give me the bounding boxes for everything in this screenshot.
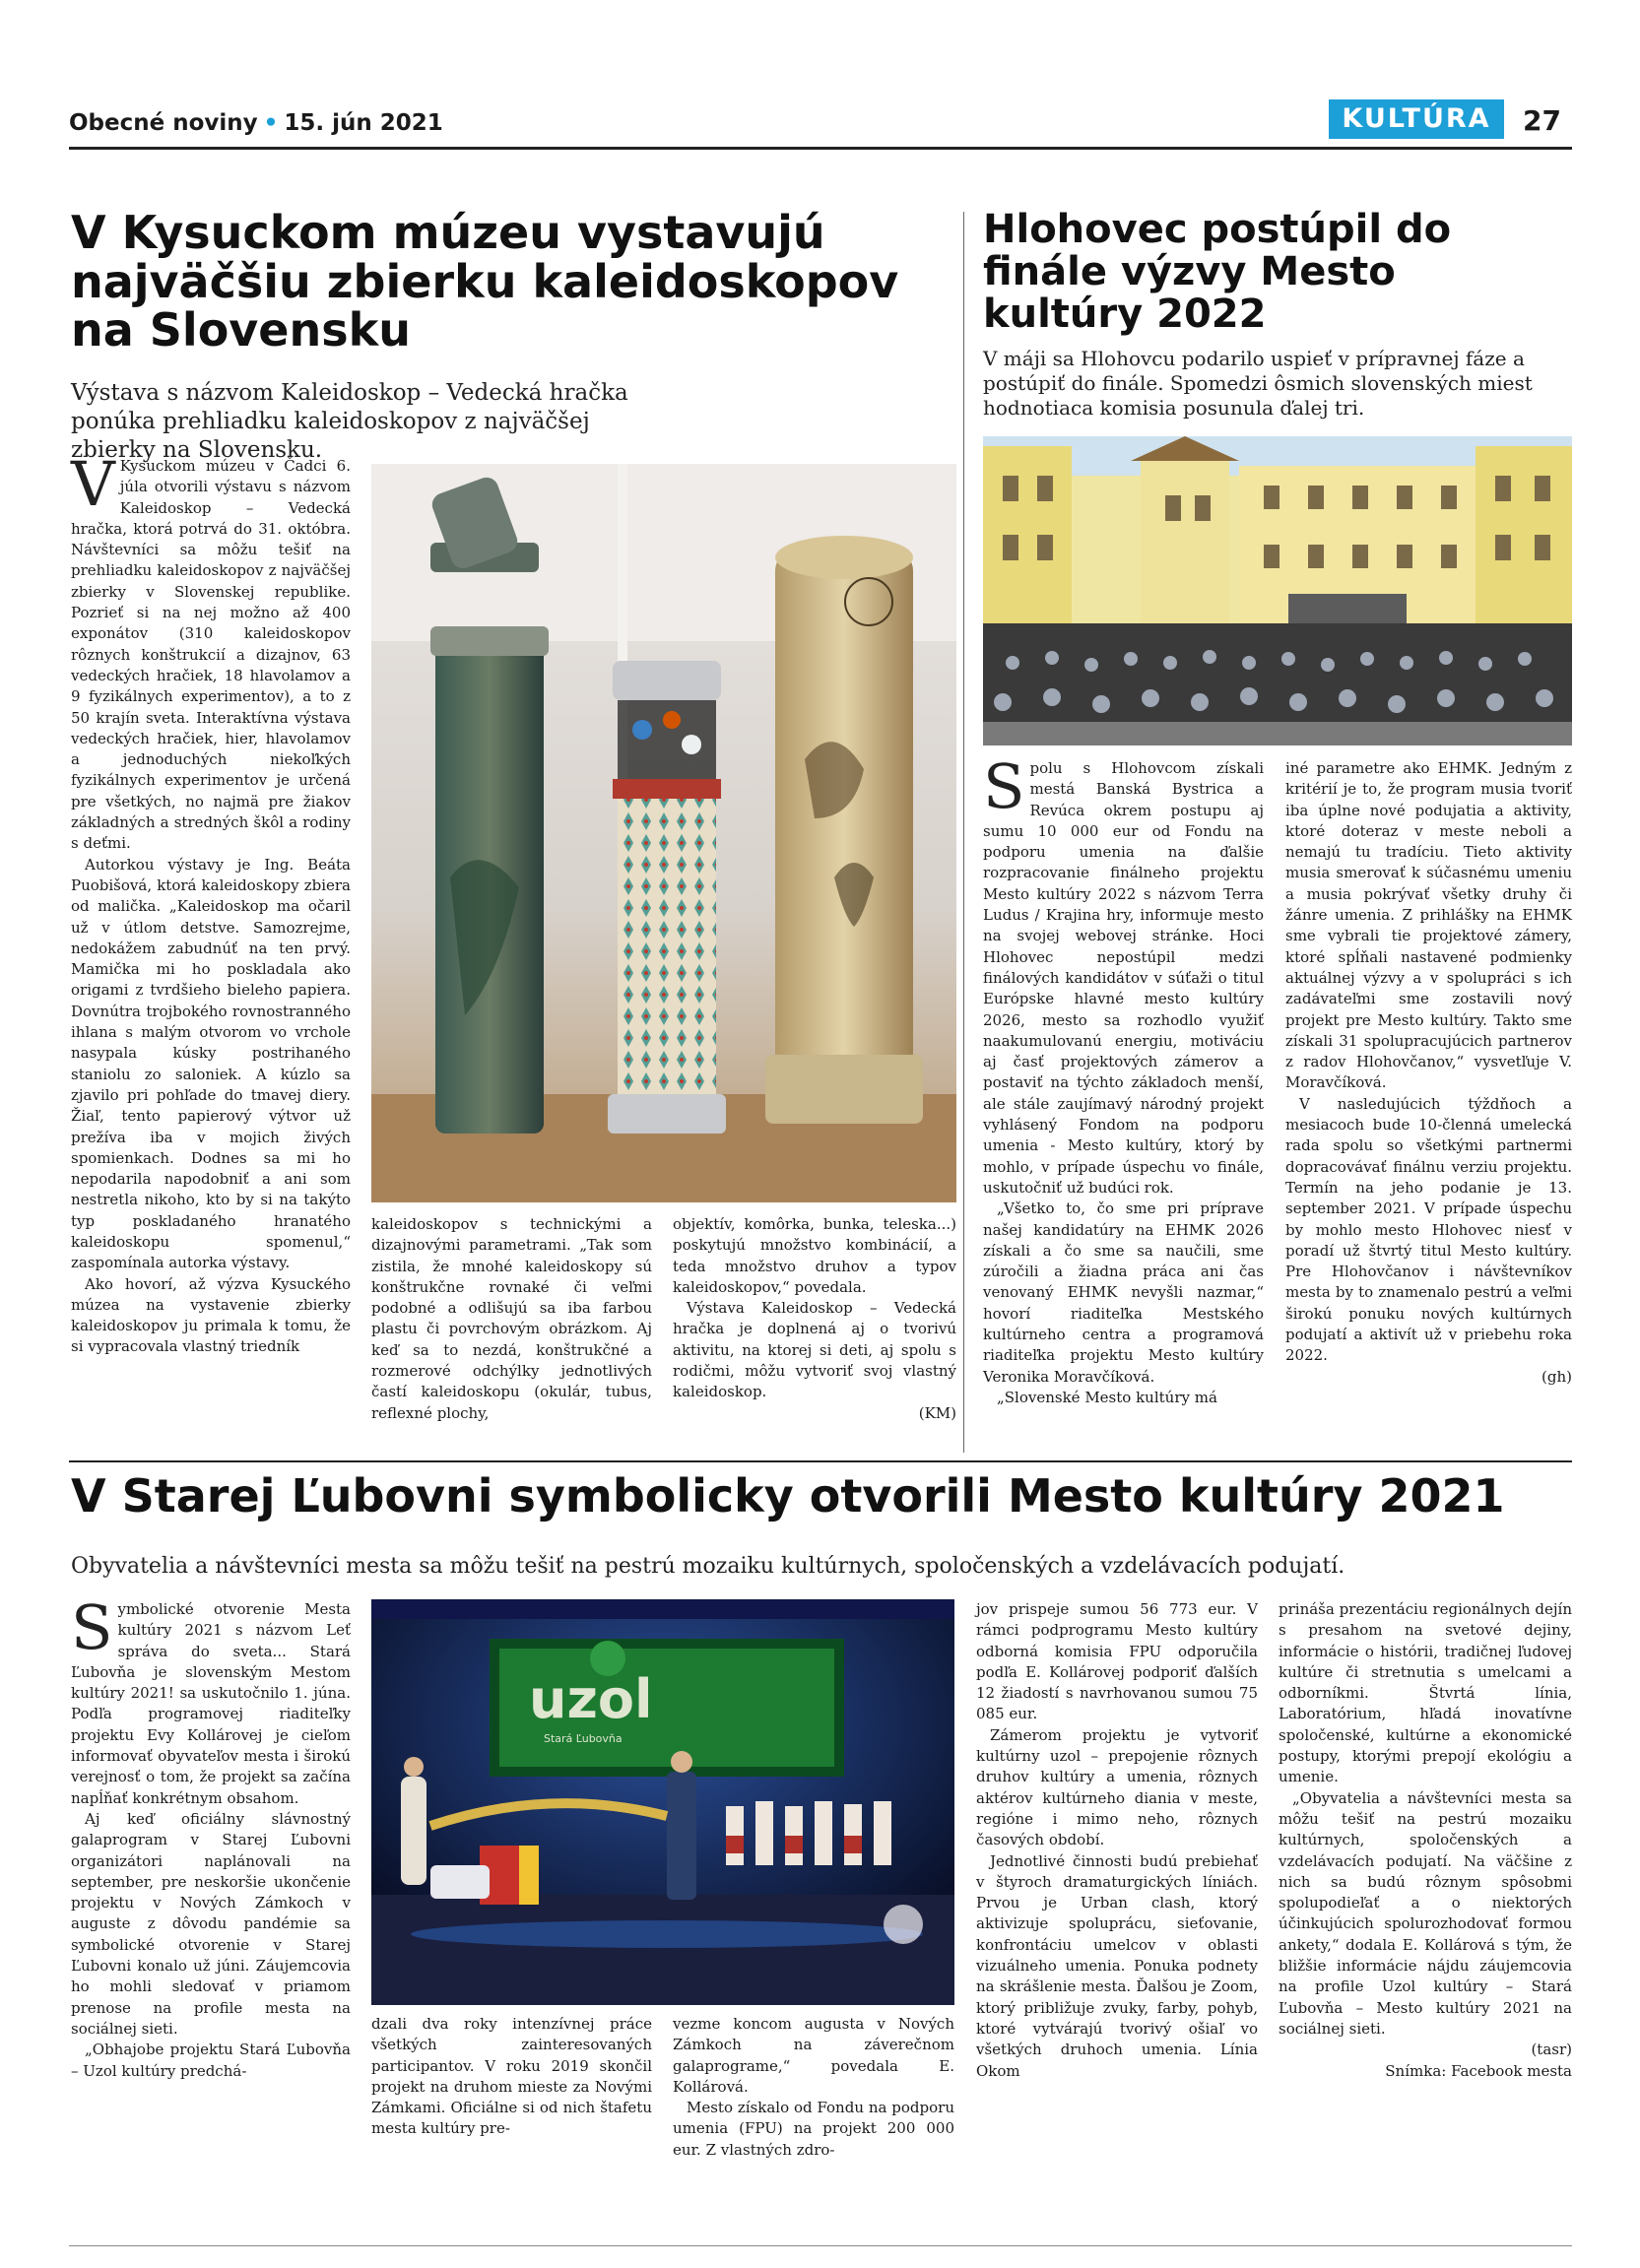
paragraph: prináša prezentáciu regionálnych dejín s presahom na svetové dejiny, informácie o histórii, tradičnej ľudovej kultúre či stretnutia s umelcami a odborníkmi. Štvrtá línia, Laboratórium, hľadá inovatívne spoločenské, kultúrne a ekonomické postupy, ktorými prepojí ekológiu a umenie. [1279,1600,1572,1786]
article1-lead: Výstava s názvom Kaleidoskop – Vedecká hračka ponúka prehliadku kaleidoskopov z najväčšej zbierky na Slovensku. [71,380,628,463]
article3-lead: Obyvatelia a návštevníci mesta sa môžu tešiť na pestrú mozaiku kultúrnych, spoločenských a vzdelávacích podujatí. [71,1554,1345,1579]
drop-cap: S [71,1591,113,1663]
kaleidoscopes-image [371,464,956,1202]
page-number: 27 [1523,104,1561,137]
paragraph: V nasledujúcich týždňoch a mesiacoch bude 10-členná umelecká rada spolu so všetkými partnermi dopracovávať finálnu verziu projektu. Termín na jeho podanie je 13. september 2021. V prípade úspechu by mohlo mesto Hlohovec niesť v poradí už štvrtý titul Mesto kultúry. Pre Hlohovčanov i návštevníkov mesta by to znamenalo pestrú a veľmi širokú ponuku nových kultúrnych podujatí a aktivít už v priebehu roka 2022. [1285,1094,1572,1365]
stage-logo-sub: Stará Ľubovňa [544,1732,623,1745]
article1-column-1 [71,448,351,1456]
paragraph: vezme koncom augusta v Nových Zámkoch na záverečnom galaprograme,“ povedala E. Kollárová. [673,2015,954,2096]
paragraph: „Všetko to, čo sme pri príprave našej kandidatúry na EHMK 2026 získali a čo sme sa naučili, sme zúročili a žiadna práca ani čas venovaný EHMK nevyšli nazmar,“ hovorí riaditeľka Mestského kultúrneho centra a programová riaditeľka projektu Mesto kultúry Veronika Moravčíková. [983,1199,1264,1386]
section-rule [69,1460,1572,1462]
author-signature: (gh) [1542,1367,1572,1386]
article1-column-3 [673,1214,956,1456]
paragraph: Mesto získalo od Fondu na podporu umenia (FPU) na projekt 200 000 eur. Z vlastných zdro- [673,2099,954,2159]
paragraph: kaleidoskopov s technickými a dizajnovými parametrami. „Tak som zistila, že mnohé kaleidoskopy sú konštrukčne rovnaké či veľmi podobné a odlišujú sa iba farbou plastu či povrchovým obrázkom. Aj keď sa to nezdá, konštrukčné a rozmerové odchýlky jednotlivých častí kaleidoskopu (okulár, tubus, reflexné plochy, [371,1215,652,1422]
footer-rule [69,2245,1572,2246]
paragraph: iné parametre ako EHMK. Jedným z kritérií je to, že program musia tvoriť iba úplne nové podujatia a aktivity, ktoré doteraz v meste neboli a nemajú tu tradíciu. Tieto aktivity musia smerovať k súčasnému umeniu a musia pokrývať všetky druhy či žánre umenia. Z prihlášky na EHMK sme vybrali tie projektové zámery, ktoré spĺňali nastavené podmienky aktuálnej výzvy a v spolupráci s ich zadávateľmi sme zostavili nový projekt pre Mesto kultúry. Takto sme získali 31 spolupracujúcich partnerov z radov Hlohovčanov,“ vysvetľuje V. Moravčíková. [1285,759,1572,1092]
paragraph: Ako hovorí, až výzva Kysuckého múzea na vystavenie zbierky kaleidoskopov ju primala k tomu, že si vypracovala vlastný triedník [71,1274,351,1356]
article2-column-2 [1285,758,1572,1448]
drop-cap: V [71,448,115,520]
stara-lubovna-stage-photo [371,1599,954,2005]
stage-logo-text: uzol [529,1668,653,1730]
author-signature: (KM) [918,1403,956,1422]
article3-column-5 [1279,1599,1572,2235]
article2-headline: Hlohovec postúpil do finále výzvy Mesto kultúry 2022 [983,207,1452,338]
paragraph: dzali dva roky intenzívnej práce všetkých zainteresovaných participantov. V roku 2019 skončil projekt na druhom mieste za Novými Zámkami. Oficiálne si od nich štafetu mesta kultúry pre- [371,2015,652,2138]
paragraph: objektív, komôrka, bunka, teleska...) poskytujú množstvo kombinácií, a teda množstvo druhov a typov kaleidoskopov,“ povedala. [673,1215,956,1296]
paragraph: Kysuckom múzeu v Čadci 6. júla otvorili výstavu s názvom Kaleidoskop – Vedecká hračka, ktorá potrvá do 31. októbra. Návštevníci sa môžu tešiť na prehliadku kaleidoskopov z najväčšej zbierky v Slovenskej republike. Pozrieť si na nej možno až 400 exponátov (310 kaleidoskopov rôznych konštrukcií a dizajnov, 63 vedeckých hračiek, 18 hlavolamov a 9 fyzikálnych experimentov), a to z 50 krajín sveta. Interaktívna výstava vedeckých hračiek, hier, hlavolamov a jednoduchých niekoľkých fyzikálnych experimentov je určená pre všetkých, no najmä pre žiakov základných a stredných škôl a rodiny s deťmi. [71,457,351,853]
paragraph: Aj keď oficiálny slávnostný galaprogram v Starej Ľubovni organizátori naplánovali na september, pre neskoršie ukončenie projektu v Nových Zámkoch v auguste z dôvodu pandémie sa symbolické otvorenie v Starej Ľubovni konalo už júni. Záujemcovia ho mohli sledovať v priamom prenose na profile mesta na sociálnej sieti. [71,1809,351,2038]
paragraph: Jednotlivé činnosti budú prebiehať v štyroch dramaturgických líniách. Prvou je Urban clash, ktorý aktivizuje spoluprácu, sieťovanie, konfrontáciu umelcov v oblasti vizuálneho umenia. Ponuka podnety na skrášlenie mesta. Ďalšou je Zoom, ktorý približuje zvuky, farby, pohyb, ktoré vytvárajú tvorivý ošiaľ vo všetkých druhoch umenia. Línia Okom [976,1851,1258,2080]
article3-column-2 [371,2014,652,2235]
article1-headline: V Kysuckom múzeu vystavujú najväčšiu zbierku kaleidoskopov na Slovensku [71,206,899,357]
column-divider [963,212,964,1453]
paragraph: „Slovenské Mesto kultúry má [997,1388,1217,1406]
article3-headline: V Starej Ľubovni symbolicky otvorili Mesto kultúry 2021 [71,1469,1505,1523]
section-label: KULTÚRA [1329,99,1504,139]
stage-image [371,1599,954,2005]
paragraph: jov prispeje sumou 56 773 eur. V rámci podprogramu Mesto kultúry odborná komisia FPU odporučila podľa E. Kollárovej podporiť ďalších 12 žiadostí s navrhovanou sumou 75 085 eur. [976,1600,1258,1723]
article3-column-4 [976,1599,1258,2235]
article3-column-1 [71,1591,351,2235]
header-rule [69,147,1572,150]
paragraph: Zámerom projektu je vytvoriť kultúrny uzol – prepojenie rôznych druhov kultúry a umenia, rôznych aktérov kultúrneho diania v meste, regióne i mimo neho, rôznych časových období. [976,1725,1258,1849]
masthead [69,110,443,136]
courtyard-image [983,436,1572,745]
newspaper-name: Obecné noviny [69,110,258,136]
photo-credit: Snímka: Facebook mesta [1385,2061,1572,2080]
article2-lead: V máji sa Hlohovcu podarilo uspieť v prípravnej fáze a postúpiť do finále. Spomedzi ôsmich slovenských miest hodnotiaca komisia posunula ďalej tri. [983,347,1533,420]
article1-column-2 [371,1214,652,1456]
paragraph: „Obhajobe projektu Stará Ľubovňa – Uzol kultúry predchá- [71,2041,351,2080]
article3-column-3 [673,2014,954,2235]
paragraph: Autorkou výstavy je Ing. Beáta Puobišová, ktorá kaleidoskopy zbiera od malička. „Kaleidoskop ma očaril už v útlom detstve. Samozrejme, nedokážem zabudnúť na ten prvý. Mamička mi ho poskladala ako origami z tvrdšieho bieleho papiera. Dovnútra trojbokého rovnostranného ihlana s malým otvorom vo vrchole nasypala kúsky postrihaného staniolu zo saloniek. A kúzlo sa zjavilo pri pohľade do tmavej diery. Žiaľ, tento papierový výtvor už prežíva iba v mojich živých spomienkach. Dodnes sa mi ho nepodarila napodobniť a ani som nestretla nikoho, kto by si na takýto typ poskladaného hranatého kaleidoskopu spomenul,“ zaspomínala autorka výstavy. [71,855,351,1272]
paragraph: polu s Hlohovcom získali mestá Banská Bystrica a Revúca okrem postupu aj sumu 10 000 eur od Fondu na podporu umenia na ďalšie rozpracovanie finálneho projektu Mesto kultúry 2022 s názvom Terra Ludus / Krajina hry, informuje mesto na svojej webovej stránke. Hoci Hlohovec nepostúpil medzi finálových kandidátov v súťaži o titul Európske hlavné mesto kultúry 2026, mesto sa rozhodlo využiť naakumulovanú energiu, motiváciu aj časť projektových zámerov a postaviť na týchto základoch menší, ale stále zaujímavý národný projekt vyhlásený Fondom na podporu umenia - Mesto kultúry, ktorý by mohlo, v prípade úspechu vo finále, uskutočniť už budúci rok. [983,759,1264,1197]
paragraph: ymbolické otvorenie Mesta kultúry 2021 s názvom Leť správa do sveta... Stará Ľubovňa je slovenským Mestom kultúry 2021! sa uskutočnilo 1. júna. Podľa programovej riaditeľky projektu Evy Kollárovej je cieľom informovať obyvateľov mesta i širokú verejnosť o tom, že projekt sa začína napĺňať konkrétnym obsahom. [71,1600,351,1807]
paragraph: Výstava Kaleidoskop – Vedecká hračka je doplnená aj o tvorivú aktivitu, na ktorej si deti, aj spolu s rodičmi, môžu vytvoriť svoj vlastný kaleidoskop. [673,1299,956,1401]
separator-dot: • [263,110,279,136]
author-signature: (tasr) [1531,2041,1572,2059]
kaleidoscopes-photo [371,464,956,1202]
issue-date: 15. jún 2021 [284,110,443,136]
hlohovec-courtyard-photo [983,436,1572,745]
article2-column-1 [983,750,1264,1448]
paragraph: „Obyvatelia a návštevníci mesta sa môžu tešiť na pestrú mozaiku kultúrnych, spoločenských a vzdelávacích podujatí. Na väčšine z nich sa budú rôznym spôsobmi spolupodieľať a o niektorých účinkujúcich spolurozhodovať formou ankety,“ dodala E. Kollárová s tým, že bližšie informácie nájdu záujemcovia na profile Uzol kultúry – Stará Ľubovňa – Mesto kultúry 2021 na sociálnej sieti. [1279,1788,1572,2038]
drop-cap: S [983,750,1025,822]
